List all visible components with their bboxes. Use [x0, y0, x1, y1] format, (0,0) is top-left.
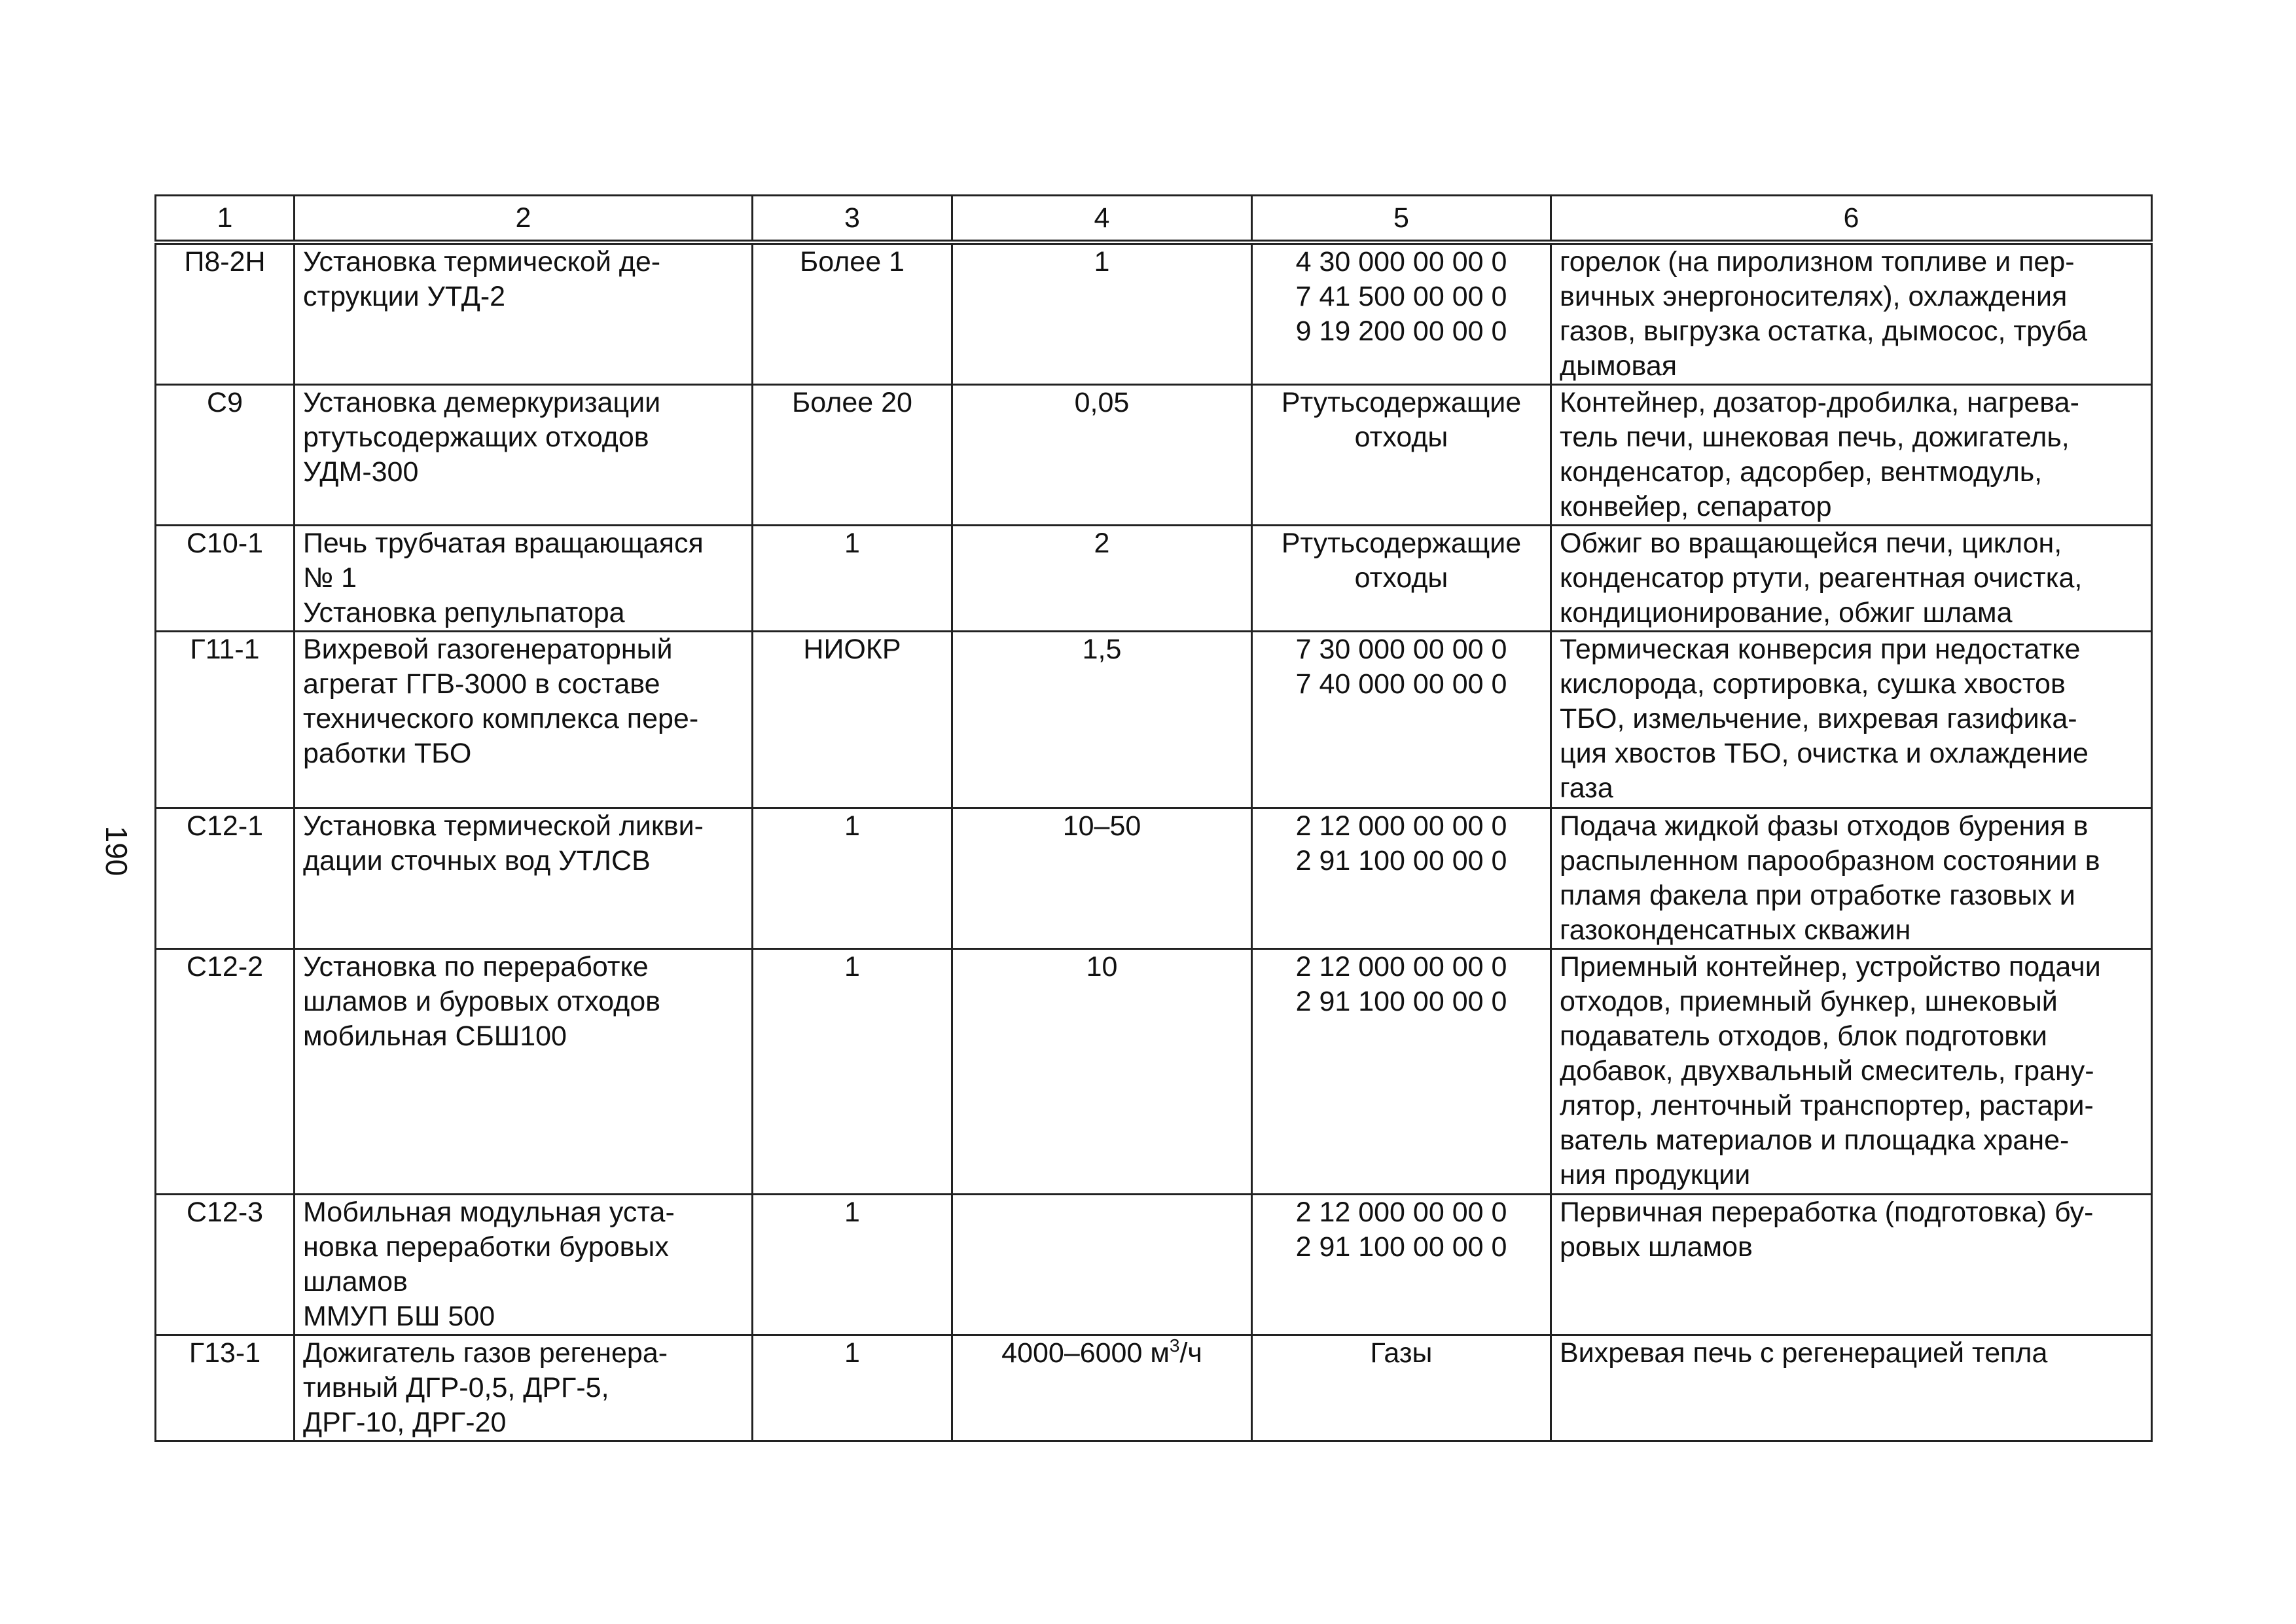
cell-line: Приемный контейнер, устройство подачи [1560, 951, 2101, 983]
cell-col4 [952, 385, 1252, 526]
cell-line: Вихревой газогенераторный [303, 634, 673, 665]
cell-code: С12-2 [156, 949, 295, 1195]
column-header: 1 [156, 196, 295, 243]
cell-col5 [1252, 949, 1551, 1195]
cell-line: ровых шламов [1560, 1231, 1753, 1263]
cell-line: 1 [844, 1337, 860, 1369]
cell-line: ватель материалов и площадка хране- [1560, 1125, 2070, 1156]
cell-col4 [952, 1195, 1252, 1335]
cell-line: Установка термической де- [303, 246, 661, 278]
cell-line: 2 12 000 00 00 0 [1295, 951, 1507, 983]
cell-col3 [753, 1195, 952, 1335]
cell-col5 [1252, 242, 1551, 385]
cell-col5 [1252, 526, 1551, 632]
cell-col4 [952, 526, 1252, 632]
cell-col5 [1252, 1195, 1551, 1335]
cell-line: 1 [844, 951, 860, 983]
cell-col4 [952, 949, 1252, 1195]
cell-col3 [753, 526, 952, 632]
cell-name [295, 949, 753, 1195]
cell-line: горелок (на пиролизном топливе и пер- [1560, 246, 2075, 278]
cell-line: шламов и буровых отходов [303, 986, 660, 1017]
cell-name [295, 1195, 753, 1335]
cell-col6 [1551, 632, 2152, 808]
cell-line: ММУП БШ 500 [303, 1301, 495, 1332]
cell-line: газоконденсатных скважин [1560, 914, 1911, 946]
cell-line: УДМ-300 [303, 456, 419, 488]
cell-line: Первичная переработка (подготовка) бу- [1560, 1197, 2094, 1228]
cell-line: вичных энергоносителях), охлаждения [1560, 281, 2068, 312]
cell-code: Г11-1 [156, 632, 295, 808]
cell-line: Мобильная модульная уста- [303, 1197, 675, 1228]
cell-col6 [1551, 949, 2152, 1195]
table-row [156, 385, 2152, 526]
cell-col3 [753, 1335, 952, 1441]
cell-line: 1 [844, 810, 860, 842]
cell-line: ния продукции [1560, 1159, 1751, 1191]
cell-line: Подача жидкой фазы отходов бурения в [1560, 810, 2089, 842]
table-header-row [156, 196, 2152, 243]
cell-name [295, 385, 753, 526]
cell-line: 1 [1094, 246, 1110, 278]
cell-line: кислорода, сортировка, сушка хвостов [1560, 668, 2066, 700]
cell-line: 2 91 100 00 00 0 [1295, 1231, 1507, 1263]
cell-line: подаватель отходов, блок подготовки [1560, 1020, 2047, 1052]
cell-line: ТБО, измельчение, вихревая газифика- [1560, 703, 2077, 734]
cell-col3 [753, 242, 952, 385]
cell-line: тель печи, шнековая печь, дожигатель, [1560, 422, 2070, 453]
cell-line: 2 91 100 00 00 0 [1295, 845, 1507, 876]
cell-code: С12-1 [156, 808, 295, 949]
cell-col6 [1551, 242, 2152, 385]
cell-line: Более 20 [792, 387, 912, 418]
cell-col4 [952, 1335, 1252, 1441]
cell-line: распыленном парообразном состоянии в [1560, 845, 2100, 876]
cell-line: 4 30 000 00 00 0 [1295, 246, 1507, 278]
cell-col3 [753, 632, 952, 808]
cell-col6 [1551, 808, 2152, 949]
cell-line: дации сточных вод УТЛСВ [303, 845, 651, 876]
cell-line: 7 41 500 00 00 0 [1295, 281, 1507, 312]
cell-line: конденсатор ртути, реагентная очистка, [1560, 562, 2083, 594]
cell-col6 [1551, 1335, 2152, 1441]
cell-line: отходы [1354, 422, 1448, 453]
cell-line: 7 40 000 00 00 0 [1295, 668, 1507, 700]
cell-line: ртутьсодержащих отходов [303, 422, 649, 453]
cell-line: ция хвостов ТБО, очистка и охлаждение [1560, 738, 2089, 769]
cell-line: Установка демеркуризации [303, 387, 661, 418]
column-header: 4 [952, 196, 1252, 243]
cell-line: Контейнер, дозатор-дробилка, нагрева- [1560, 387, 2079, 418]
cell-line: 9 19 200 00 00 0 [1295, 316, 1507, 347]
cell-line: тивный ДГР-0,5, ДРГ-5, [303, 1372, 609, 1403]
cell-line: Термическая конверсия при недостатке [1560, 634, 2081, 665]
cell-line: 7 30 000 00 00 0 [1295, 634, 1507, 665]
cell-col6 [1551, 526, 2152, 632]
cell-line: конвейер, сепаратор [1560, 491, 1832, 522]
column-header: 6 [1551, 196, 2152, 243]
cell-line: 2 12 000 00 00 0 [1295, 1197, 1507, 1228]
table-row [156, 242, 2152, 385]
table-row [156, 808, 2152, 949]
cell-line: отходов, приемный бункер, шнековый [1560, 986, 2058, 1017]
cell-line: работки ТБО [303, 738, 472, 769]
cell-col4 [952, 808, 1252, 949]
cell-col4 [952, 632, 1252, 808]
cell-col6 [1551, 385, 2152, 526]
cell-line: шламов [303, 1266, 408, 1297]
table-row [156, 632, 2152, 808]
cell-code: С9 [156, 385, 295, 526]
cell-col5 [1252, 632, 1551, 808]
cell-line: газа [1560, 772, 1613, 804]
column-header: 2 [295, 196, 753, 243]
cell-name [295, 242, 753, 385]
table-row [156, 949, 2152, 1195]
equipment-table [154, 194, 2153, 1442]
cell-col3 [753, 808, 952, 949]
column-header: 5 [1252, 196, 1551, 243]
table-body [156, 242, 2152, 1441]
cell-line: Ртутьсодержащие [1281, 528, 1522, 559]
cell-line: отходы [1354, 562, 1448, 594]
cell-code: С12-3 [156, 1195, 295, 1335]
cell-line: 1 [844, 1197, 860, 1228]
cell-line: новка переработки буровых [303, 1231, 669, 1263]
cell-col5 [1252, 385, 1551, 526]
page-number: 190 [99, 825, 134, 876]
cell-line: 4000–6000 $м^3/ч$ [1001, 1335, 1202, 1369]
cell-line: 10–50 [1062, 810, 1141, 842]
table-row [156, 1335, 2152, 1441]
cell-col6 [1551, 1195, 2152, 1335]
cell-line: 0,05 [1074, 387, 1130, 418]
cell-line: Обжиг во вращающейся печи, циклон, [1560, 528, 2062, 559]
table-row [156, 526, 2152, 632]
cell-line: Печь трубчатая вращающаяся [303, 528, 704, 559]
cell-line: газов, выгрузка остатка, дымосос, труба [1560, 316, 2088, 347]
cell-line: № 1 [303, 562, 357, 594]
cell-name [295, 526, 753, 632]
cell-code: С10-1 [156, 526, 295, 632]
cell-line: 1,5 [1082, 634, 1122, 665]
cell-line: дымовая [1560, 350, 1677, 382]
cell-col3 [753, 385, 952, 526]
cell-line: Установка термической ликви- [303, 810, 704, 842]
cell-line: струкции УТД-2 [303, 281, 506, 312]
cell-line: Установка по переработке [303, 951, 649, 983]
cell-line: Ртутьсодержащие [1281, 387, 1522, 418]
cell-line: 2 [1094, 528, 1110, 559]
cell-line: 2 91 100 00 00 0 [1295, 986, 1507, 1017]
cell-line: агрегат ГГВ-3000 в составе [303, 668, 660, 700]
cell-name [295, 632, 753, 808]
cell-line: ДРГ-10, ДРГ-20 [303, 1407, 507, 1438]
cell-line: Вихревая печь с регенерацией тепла [1560, 1337, 2048, 1369]
cell-line: конденсатор, адсорбер, вентмодуль, [1560, 456, 2043, 488]
cell-line: Более 1 [800, 246, 905, 278]
cell-line: 2 12 000 00 00 0 [1295, 810, 1507, 842]
cell-line: мобильная СБШ100 [303, 1020, 567, 1052]
cell-line: НИОКР [803, 634, 901, 665]
cell-line: кондиционирование, обжиг шлама [1560, 597, 2013, 628]
cell-line: пламя факела при отработке газовых и [1560, 880, 2075, 911]
cell-line: лятор, ленточный транспортер, растари- [1560, 1090, 2094, 1121]
cell-col4 [952, 242, 1252, 385]
cell-line: 1 [844, 528, 860, 559]
cell-line: 10 [1086, 951, 1118, 983]
cell-line: Газы [1370, 1337, 1433, 1369]
column-header: 3 [753, 196, 952, 243]
cell-col5 [1252, 808, 1551, 949]
cell-line: технического комплекса пере- [303, 703, 699, 734]
cell-code: П8-2Н [156, 242, 295, 385]
cell-col3 [753, 949, 952, 1195]
cell-name [295, 808, 753, 949]
cell-name [295, 1335, 753, 1441]
cell-col5 [1252, 1335, 1551, 1441]
cell-line: Установка репульпатора [303, 597, 625, 628]
cell-code: Г13-1 [156, 1335, 295, 1441]
table-row [156, 1195, 2152, 1335]
cell-line: добавок, двухвальный смеситель, грану- [1560, 1055, 2094, 1087]
cell-line: Дожигатель газов регенера- [303, 1337, 668, 1369]
